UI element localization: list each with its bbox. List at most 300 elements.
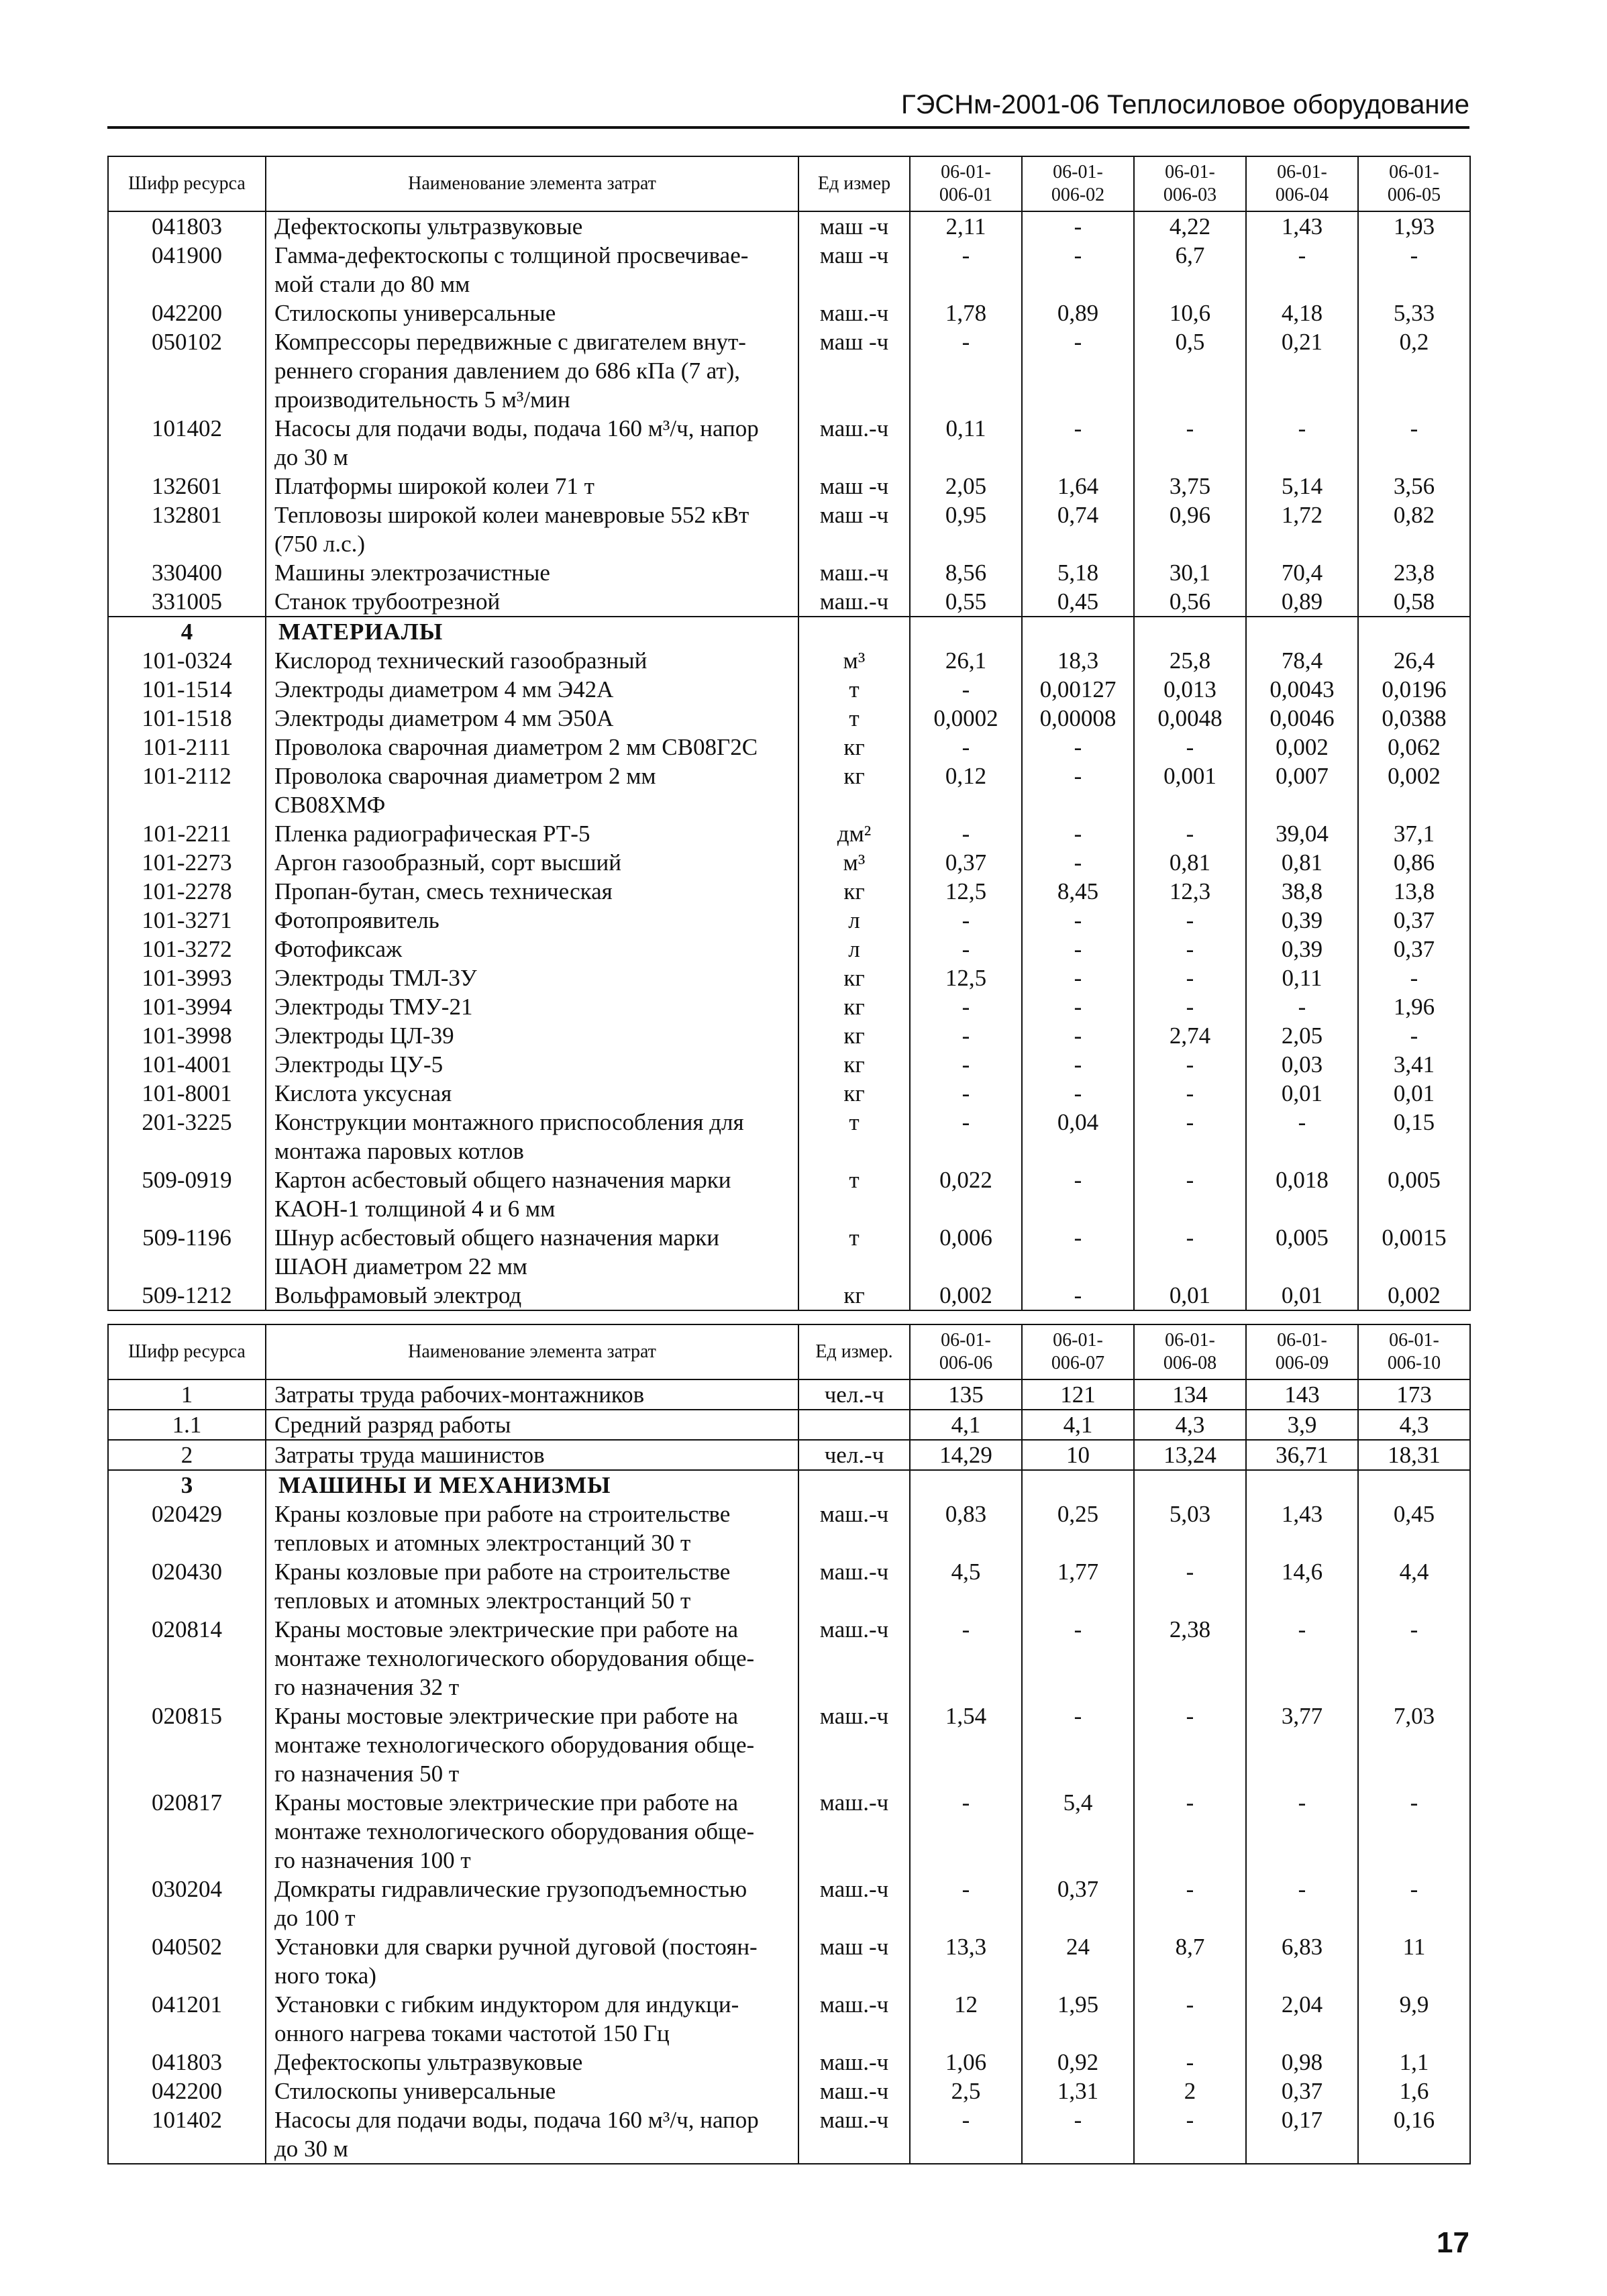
resource-unit: маш.-ч bbox=[798, 1875, 910, 1932]
resource-value: - bbox=[1134, 2105, 1246, 2164]
resource-unit bbox=[798, 1410, 910, 1440]
header-col: 06-01- 006-09 bbox=[1246, 1324, 1358, 1379]
resource-value: 135 bbox=[910, 1379, 1022, 1410]
resource-unit: маш.-ч bbox=[798, 1557, 910, 1615]
resource-value: 0,45 bbox=[1022, 587, 1134, 617]
resource-name: Картон асбестовый общего назначения марки КАОН-1 толщиной 4 и 6 мм bbox=[266, 1165, 798, 1223]
resource-code: 101-3272 bbox=[108, 935, 266, 963]
resource-value: 2 bbox=[1134, 2077, 1246, 2105]
resource-unit: кг bbox=[798, 1079, 910, 1108]
table-row bbox=[108, 241, 1470, 299]
resource-name: Краны мостовые электрические при работе на монтаже технологического оборудования обще- го назначения 50 т bbox=[266, 1702, 798, 1788]
resource-value bbox=[1246, 617, 1358, 646]
table-row bbox=[108, 1021, 1470, 1050]
resource-value: 14,6 bbox=[1246, 1557, 1358, 1615]
resource-value: 0,005 bbox=[1246, 1223, 1358, 1281]
resource-value bbox=[910, 617, 1022, 646]
resource-unit: чел.-ч bbox=[798, 1379, 910, 1410]
resource-value: 10 bbox=[1022, 1440, 1134, 1470]
table-row bbox=[108, 558, 1470, 587]
resource-value: - bbox=[910, 992, 1022, 1021]
table-row bbox=[108, 1410, 1470, 1440]
resource-name: Фотофиксаж bbox=[266, 935, 798, 963]
resource-name: Затраты труда машинистов bbox=[266, 1440, 798, 1470]
resource-value: - bbox=[1022, 2105, 1134, 2164]
resource-value: 12 bbox=[910, 1990, 1022, 2048]
resource-value: - bbox=[1134, 414, 1246, 472]
resource-value: 36,71 bbox=[1246, 1440, 1358, 1470]
header-col: 06-01- 006-04 bbox=[1246, 156, 1358, 211]
resource-code: 101402 bbox=[108, 2105, 266, 2164]
resource-value: 0,007 bbox=[1246, 762, 1358, 819]
resource-code: 042200 bbox=[108, 2077, 266, 2105]
resource-value: 0,37 bbox=[1246, 2077, 1358, 2105]
resource-code: 101-1518 bbox=[108, 704, 266, 733]
resource-value: - bbox=[1358, 414, 1470, 472]
resource-code: 1.1 bbox=[108, 1410, 266, 1440]
resource-unit: маш -ч bbox=[798, 1932, 910, 1990]
resource-value: 0,45 bbox=[1358, 1500, 1470, 1557]
resource-value: - bbox=[1246, 241, 1358, 299]
resource-name: Затраты труда рабочих-монтажников bbox=[266, 1379, 798, 1410]
resource-value: - bbox=[1022, 935, 1134, 963]
table-row bbox=[108, 299, 1470, 327]
resource-value: - bbox=[1246, 1788, 1358, 1875]
resource-unit: маш -ч bbox=[798, 241, 910, 299]
resource-code: 020817 bbox=[108, 1788, 266, 1875]
resource-unit: маш -ч bbox=[798, 501, 910, 558]
resource-value: 0,95 bbox=[910, 501, 1022, 558]
resource-value: 0,04 bbox=[1022, 1108, 1134, 1165]
resource-value: 0,013 bbox=[1134, 675, 1246, 704]
resource-value: 1,1 bbox=[1358, 2048, 1470, 2077]
resource-unit: маш.-ч bbox=[798, 2048, 910, 2077]
resource-value: 1,77 bbox=[1022, 1557, 1134, 1615]
resource-value bbox=[1358, 1470, 1470, 1500]
resource-unit: маш.-ч bbox=[798, 2077, 910, 2105]
resource-value: 1,43 bbox=[1246, 211, 1358, 241]
resource-value: 2,04 bbox=[1246, 1990, 1358, 2048]
resource-value: - bbox=[1358, 1021, 1470, 1050]
resource-unit: кг bbox=[798, 1021, 910, 1050]
resource-value: 12,5 bbox=[910, 877, 1022, 906]
resource-value: - bbox=[910, 1021, 1022, 1050]
resource-value: 5,03 bbox=[1134, 1500, 1246, 1557]
resource-unit: кг bbox=[798, 963, 910, 992]
resource-unit: т bbox=[798, 1223, 910, 1281]
resource-value: - bbox=[910, 241, 1022, 299]
page-title: ГЭСНм-2001-06 Теплосиловое оборудование bbox=[900, 90, 1469, 119]
resource-value: 1,6 bbox=[1358, 2077, 1470, 2105]
resource-value: 0,0046 bbox=[1246, 704, 1358, 733]
resource-value: 24 bbox=[1022, 1932, 1134, 1990]
resource-name: Тепловозы широкой колеи маневровые 552 кВт (750 л.с.) bbox=[266, 501, 798, 558]
resource-value: 0,12 bbox=[910, 762, 1022, 819]
resource-value: - bbox=[910, 906, 1022, 935]
resource-name: МАШИНЫ И МЕХАНИЗМЫ bbox=[266, 1470, 798, 1500]
resource-value: - bbox=[1022, 241, 1134, 299]
resource-value bbox=[1134, 617, 1246, 646]
resource-value: - bbox=[1358, 963, 1470, 992]
resource-code: 509-0919 bbox=[108, 1165, 266, 1223]
resource-value: 2,38 bbox=[1134, 1615, 1246, 1702]
resource-value bbox=[1022, 617, 1134, 646]
resource-code: 020815 bbox=[108, 1702, 266, 1788]
resource-value: 0,03 bbox=[1246, 1050, 1358, 1079]
resource-value: - bbox=[910, 1079, 1022, 1108]
resource-value: 5,4 bbox=[1022, 1788, 1134, 1875]
resource-value: - bbox=[1134, 1557, 1246, 1615]
resource-name: Электроды диаметром 4 мм Э42А bbox=[266, 675, 798, 704]
header-name: Наименование элемента затрат bbox=[266, 1324, 798, 1379]
resource-unit: кг bbox=[798, 1281, 910, 1310]
resource-value: - bbox=[1358, 1875, 1470, 1932]
resource-value: 0,002 bbox=[1358, 1281, 1470, 1310]
resource-unit: маш -ч bbox=[798, 211, 910, 241]
resource-value: 0,11 bbox=[910, 414, 1022, 472]
resource-value: 0,81 bbox=[1246, 848, 1358, 877]
table-row bbox=[108, 1932, 1470, 1990]
resource-value: 7,03 bbox=[1358, 1702, 1470, 1788]
resource-unit: т bbox=[798, 704, 910, 733]
resource-value: 2,11 bbox=[910, 211, 1022, 241]
table-row bbox=[108, 819, 1470, 848]
table-row bbox=[108, 1379, 1470, 1410]
resource-value: 0,11 bbox=[1246, 963, 1358, 992]
resource-value: - bbox=[1246, 1615, 1358, 1702]
resource-code: 041803 bbox=[108, 211, 266, 241]
resource-value: 25,8 bbox=[1134, 646, 1246, 675]
resource-value: - bbox=[910, 935, 1022, 963]
resource-code: 132801 bbox=[108, 501, 266, 558]
resource-value: 0,00008 bbox=[1022, 704, 1134, 733]
resource-value: 0,5 bbox=[1134, 327, 1246, 414]
resource-value: 18,3 bbox=[1022, 646, 1134, 675]
resource-unit: маш -ч bbox=[798, 472, 910, 501]
resource-code: 050102 bbox=[108, 327, 266, 414]
table-row bbox=[108, 1079, 1470, 1108]
header-col: 06-01- 006-10 bbox=[1358, 1324, 1470, 1379]
resource-value: - bbox=[1246, 1875, 1358, 1932]
table-row bbox=[108, 992, 1470, 1021]
header-name: Наименование элемента затрат bbox=[266, 156, 798, 211]
resource-unit: маш -ч bbox=[798, 327, 910, 414]
resource-value: 4,5 bbox=[910, 1557, 1022, 1615]
resource-value: 0,0043 bbox=[1246, 675, 1358, 704]
table-row bbox=[108, 1165, 1470, 1223]
resource-value: 4,4 bbox=[1358, 1557, 1470, 1615]
resource-value: 0,002 bbox=[1246, 733, 1358, 762]
resource-code: 040502 bbox=[108, 1932, 266, 1990]
resource-unit: маш.-ч bbox=[798, 1788, 910, 1875]
resource-value: 0,83 bbox=[910, 1500, 1022, 1557]
resource-name: Насосы для подачи воды, подача 160 м³/ч, напор до 30 м bbox=[266, 414, 798, 472]
resource-code: 132601 bbox=[108, 472, 266, 501]
resource-value: 13,8 bbox=[1358, 877, 1470, 906]
resource-name: Вольфрамовый электрод bbox=[266, 1281, 798, 1310]
resource-value: - bbox=[1022, 1079, 1134, 1108]
resource-unit: л bbox=[798, 935, 910, 963]
resource-value: 2,05 bbox=[1246, 1021, 1358, 1050]
header-col: 06-01- 006-03 bbox=[1134, 156, 1246, 211]
resource-name: Электроды ЦУ-5 bbox=[266, 1050, 798, 1079]
resource-code: 101-2111 bbox=[108, 733, 266, 762]
resource-value: - bbox=[1134, 1702, 1246, 1788]
resource-value: - bbox=[910, 819, 1022, 848]
resource-value: - bbox=[1134, 1223, 1246, 1281]
resource-value: 0,00127 bbox=[1022, 675, 1134, 704]
resource-unit: маш.-ч bbox=[798, 1990, 910, 2048]
table-row bbox=[108, 963, 1470, 992]
resource-value: 9,9 bbox=[1358, 1990, 1470, 2048]
resource-value: 18,31 bbox=[1358, 1440, 1470, 1470]
resource-value: 0,022 bbox=[910, 1165, 1022, 1223]
table-row bbox=[108, 2105, 1470, 2164]
resource-value: 0,21 bbox=[1246, 327, 1358, 414]
resource-unit: маш.-ч bbox=[798, 2105, 910, 2164]
resource-value: - bbox=[1022, 819, 1134, 848]
resource-value: 0,0196 bbox=[1358, 675, 1470, 704]
resource-value bbox=[1358, 617, 1470, 646]
resource-value: - bbox=[1134, 1990, 1246, 2048]
resource-code: 509-1212 bbox=[108, 1281, 266, 1310]
resource-value: 5,14 bbox=[1246, 472, 1358, 501]
resource-value: - bbox=[1022, 1702, 1134, 1788]
resource-value: 12,5 bbox=[910, 963, 1022, 992]
header-col: 06-01- 006-02 bbox=[1022, 156, 1134, 211]
resource-value: 0,005 bbox=[1358, 1165, 1470, 1223]
resource-name: Электроды ЦЛ-39 bbox=[266, 1021, 798, 1050]
table-row bbox=[108, 733, 1470, 762]
resource-value: 173 bbox=[1358, 1379, 1470, 1410]
resource-value: 4,3 bbox=[1134, 1410, 1246, 1440]
resource-value: 0,82 bbox=[1358, 501, 1470, 558]
resource-value: 0,002 bbox=[910, 1281, 1022, 1310]
resource-value: 13,3 bbox=[910, 1932, 1022, 1990]
resource-value: 0,15 bbox=[1358, 1108, 1470, 1165]
resource-value: 4,1 bbox=[1022, 1410, 1134, 1440]
resource-value: - bbox=[1358, 241, 1470, 299]
resource-value: 0,01 bbox=[1246, 1079, 1358, 1108]
resource-code: 3 bbox=[108, 1470, 266, 1500]
resource-value: 121 bbox=[1022, 1379, 1134, 1410]
resource-value: - bbox=[1022, 414, 1134, 472]
resource-name: Стилоскопы универсальные bbox=[266, 299, 798, 327]
table-row bbox=[108, 211, 1470, 241]
resource-value: - bbox=[910, 1050, 1022, 1079]
resource-unit: кг bbox=[798, 733, 910, 762]
resource-value: - bbox=[1134, 1050, 1246, 1079]
header-col: 06-01- 006-07 bbox=[1022, 1324, 1134, 1379]
resource-value: - bbox=[1134, 819, 1246, 848]
resource-value: 4,18 bbox=[1246, 299, 1358, 327]
resource-unit: маш.-ч bbox=[798, 1702, 910, 1788]
table-row bbox=[108, 414, 1470, 472]
resource-value: 10,6 bbox=[1134, 299, 1246, 327]
resource-value: - bbox=[1022, 1223, 1134, 1281]
resource-value: - bbox=[1022, 963, 1134, 992]
resource-unit: чел.-ч bbox=[798, 1440, 910, 1470]
resource-value: 13,24 bbox=[1134, 1440, 1246, 1470]
resource-value: - bbox=[1134, 906, 1246, 935]
resource-code: 101-3994 bbox=[108, 992, 266, 1021]
resource-value: - bbox=[1246, 992, 1358, 1021]
resource-value: 6,83 bbox=[1246, 1932, 1358, 1990]
resource-table-1 bbox=[107, 156, 1471, 1311]
resource-value: 0,39 bbox=[1246, 906, 1358, 935]
resource-name: Станок трубоотрезной bbox=[266, 587, 798, 617]
resource-code: 020429 bbox=[108, 1500, 266, 1557]
table-row bbox=[108, 472, 1470, 501]
table-row bbox=[108, 1557, 1470, 1615]
resource-value: 1,96 bbox=[1358, 992, 1470, 1021]
resource-value: 0,89 bbox=[1246, 587, 1358, 617]
resource-value: - bbox=[910, 1875, 1022, 1932]
table-row bbox=[108, 1223, 1470, 1281]
table-row bbox=[108, 906, 1470, 935]
resource-value: - bbox=[1022, 1050, 1134, 1079]
table-row bbox=[108, 1875, 1470, 1932]
resource-code: 020430 bbox=[108, 1557, 266, 1615]
resource-name: Дефектоскопы ультразвуковые bbox=[266, 2048, 798, 2077]
resource-value: 0,062 bbox=[1358, 733, 1470, 762]
table-row bbox=[108, 704, 1470, 733]
resource-value: - bbox=[1022, 762, 1134, 819]
resource-value: - bbox=[1134, 2048, 1246, 2077]
resource-value: 0,58 bbox=[1358, 587, 1470, 617]
resource-value bbox=[1134, 1470, 1246, 1500]
resource-value: - bbox=[1134, 1165, 1246, 1223]
resource-value: 0,37 bbox=[1022, 1875, 1134, 1932]
page-number: 17 bbox=[1437, 2226, 1469, 2259]
resource-code: 330400 bbox=[108, 558, 266, 587]
resource-name: Средний разряд работы bbox=[266, 1410, 798, 1440]
resource-name: Кислород технический газообразный bbox=[266, 646, 798, 675]
table-row bbox=[108, 935, 1470, 963]
resource-name: Дефектоскопы ультразвуковые bbox=[266, 211, 798, 241]
header-col: 06-01- 006-08 bbox=[1134, 1324, 1246, 1379]
table-row bbox=[108, 2077, 1470, 2105]
table-row bbox=[108, 675, 1470, 704]
resource-code: 1 bbox=[108, 1379, 266, 1410]
resource-value: - bbox=[1022, 906, 1134, 935]
resource-unit: маш.-ч bbox=[798, 558, 910, 587]
header-unit: Ед измер bbox=[798, 156, 910, 211]
resource-code: 020814 bbox=[108, 1615, 266, 1702]
resource-value: 143 bbox=[1246, 1379, 1358, 1410]
resource-value: 0,0002 bbox=[910, 704, 1022, 733]
resource-unit: маш.-ч bbox=[798, 587, 910, 617]
resource-name: Установки с гибким индуктором для индукци- онного нагрева токами частотой 150 Гц bbox=[266, 1990, 798, 2048]
resource-value: - bbox=[910, 1615, 1022, 1702]
resource-unit: т bbox=[798, 1108, 910, 1165]
resource-code: 101-1514 bbox=[108, 675, 266, 704]
resource-code: 101-3993 bbox=[108, 963, 266, 992]
resource-value: 0,56 bbox=[1134, 587, 1246, 617]
resource-value: 3,41 bbox=[1358, 1050, 1470, 1079]
resource-code: 331005 bbox=[108, 587, 266, 617]
resource-value: 0,0015 bbox=[1358, 1223, 1470, 1281]
resource-unit: м³ bbox=[798, 848, 910, 877]
resource-code: 101-2273 bbox=[108, 848, 266, 877]
resource-value: 0,01 bbox=[1246, 1281, 1358, 1310]
resource-value: 1,31 bbox=[1022, 2077, 1134, 2105]
header-code: Шифр ресурса bbox=[108, 156, 266, 211]
resource-name: Электроды ТМУ-21 bbox=[266, 992, 798, 1021]
resource-unit: кг bbox=[798, 762, 910, 819]
resource-name: Аргон газообразный, сорт высший bbox=[266, 848, 798, 877]
resource-value: 0,37 bbox=[1358, 935, 1470, 963]
resource-code: 2 bbox=[108, 1440, 266, 1470]
table-row bbox=[108, 1440, 1470, 1470]
table-header-row bbox=[108, 156, 1470, 211]
resource-value: - bbox=[1134, 1108, 1246, 1165]
resource-value: 6,7 bbox=[1134, 241, 1246, 299]
resource-value: 1,64 bbox=[1022, 472, 1134, 501]
header-unit: Ед измер. bbox=[798, 1324, 910, 1379]
resource-unit: кг bbox=[798, 992, 910, 1021]
resource-value: 1,06 bbox=[910, 2048, 1022, 2077]
resource-unit: кг bbox=[798, 877, 910, 906]
resource-value: - bbox=[910, 733, 1022, 762]
header-code: Шифр ресурса bbox=[108, 1324, 266, 1379]
resource-value bbox=[1246, 1470, 1358, 1500]
resource-unit: л bbox=[798, 906, 910, 935]
table-row bbox=[108, 762, 1470, 819]
resource-value: 134 bbox=[1134, 1379, 1246, 1410]
resource-value: - bbox=[1134, 1875, 1246, 1932]
resource-value: - bbox=[1134, 992, 1246, 1021]
resource-value: 1,54 bbox=[910, 1702, 1022, 1788]
resource-value: - bbox=[1134, 733, 1246, 762]
header-col: 06-01- 006-05 bbox=[1358, 156, 1470, 211]
table-row bbox=[108, 1788, 1470, 1875]
resource-name: Краны мостовые электрические при работе на монтаже технологического оборудования обще- го назначения 100 т bbox=[266, 1788, 798, 1875]
table-row bbox=[108, 327, 1470, 414]
table-body bbox=[108, 1379, 1470, 2164]
table-row bbox=[108, 877, 1470, 906]
resource-value: 0,96 bbox=[1134, 501, 1246, 558]
resource-value: 3,9 bbox=[1246, 1410, 1358, 1440]
resource-value: 0,81 bbox=[1134, 848, 1246, 877]
resource-unit bbox=[798, 1470, 910, 1500]
resource-value: - bbox=[910, 1108, 1022, 1165]
resource-value: 12,3 bbox=[1134, 877, 1246, 906]
resource-value: - bbox=[1022, 848, 1134, 877]
resource-value: 0,0048 bbox=[1134, 704, 1246, 733]
resource-value: 2,74 bbox=[1134, 1021, 1246, 1050]
resource-value: 8,56 bbox=[910, 558, 1022, 587]
header-rule bbox=[107, 126, 1469, 129]
table-row bbox=[108, 1702, 1470, 1788]
resource-unit: м³ bbox=[798, 646, 910, 675]
resource-code: 101-0324 bbox=[108, 646, 266, 675]
resource-name: Электроды диаметром 4 мм Э50А bbox=[266, 704, 798, 733]
resource-unit: т bbox=[798, 675, 910, 704]
resource-value: 0,89 bbox=[1022, 299, 1134, 327]
resource-value: - bbox=[1358, 1615, 1470, 1702]
resource-value: 38,8 bbox=[1246, 877, 1358, 906]
resource-value: 8,45 bbox=[1022, 877, 1134, 906]
resource-value: 37,1 bbox=[1358, 819, 1470, 848]
table-row bbox=[108, 1615, 1470, 1702]
resource-code: 101-2211 bbox=[108, 819, 266, 848]
resource-value: 0,39 bbox=[1246, 935, 1358, 963]
resource-value: 0,01 bbox=[1134, 1281, 1246, 1310]
resource-name: Пленка радиографическая РТ-5 bbox=[266, 819, 798, 848]
resource-value: 0,018 bbox=[1246, 1165, 1358, 1223]
table-row bbox=[108, 1050, 1470, 1079]
